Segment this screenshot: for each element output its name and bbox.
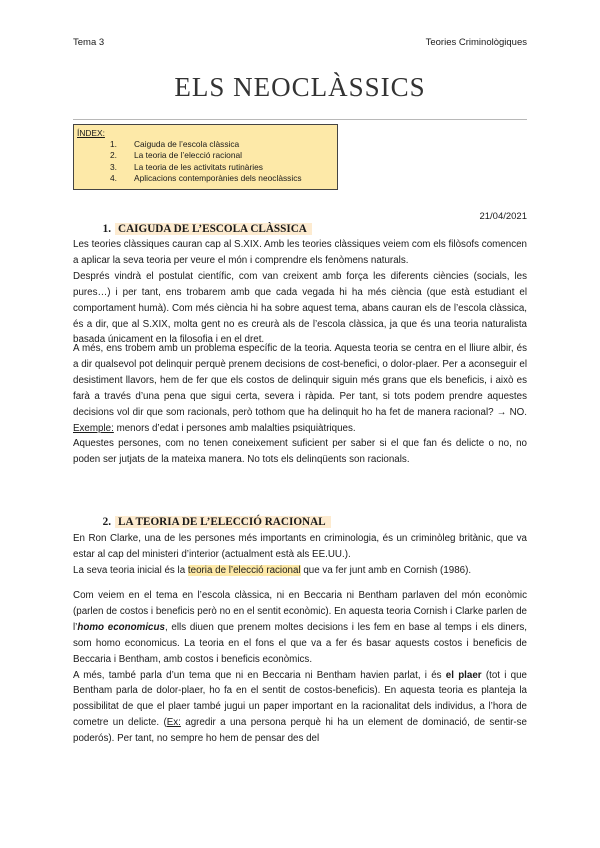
index-item <box>77 139 333 150</box>
section-number: 1. <box>102 223 111 235</box>
header-subject: Teories Criminològiques <box>425 37 527 48</box>
paragraph: Les teories clàssiques cauran cap al S.XIX. Amb les teories clàssiques veiem com els filòsofs comencen a aplicar la seva teoria per veure el món i comprendre els fenòmens naturals. <box>73 239 527 266</box>
text-run: (tot i que Bentham parla de dolor-plaer, ho fa en el sentit de costos-beneficis). En aquesta teoria es planteja la possibilitat de que el plaer també jugui un paper important en la racionalitat dels individus, a l’hora de cometre un delicte. ( <box>73 669 527 729</box>
index-title: ÍNDEX: <box>77 128 105 138</box>
example-label: Ex: <box>166 717 181 729</box>
paragraph <box>73 588 527 668</box>
paragraph: Després vindrà el postulat científic, com van creixent amb força les diferents ciències (socials, les pures…) i per tant, ens trobarem amb que cada vegada hi ha més ciència (que està estudiant el comportament humà). Com més ciència hi ha sobre aquest tema, abans cauran els de l’escola clàssica, és a dir, que al S.XIX, molta gent no es creurà als de l’escola clàssica, ja que és una teoria naturalista basada únicament en la filosofia i en el dret. <box>73 270 527 346</box>
document-date: 21/04/2021 <box>479 211 527 222</box>
header-tema: Tema 3 <box>73 37 105 48</box>
section-title: LA TEORIA DE L’ELECCIÓ RACIONAL <box>115 516 331 528</box>
section-1-body-2 <box>73 341 527 468</box>
section-title: CAIGUDA DE L’ESCOLA CLÀSSICA <box>115 223 312 235</box>
text-run: , ells diuen que prenem moltes decisions i les fem en base al temps i els diners, som homo economicus. La teoria en el fons el que va a fer és basar aquests costos i beneficis de Beccaria i Bentham, amb costos i beneficis econòmics. <box>73 621 527 665</box>
index-item <box>77 150 333 161</box>
section-2-body <box>73 531 527 579</box>
paragraph: En Ron Clarke, una de les persones més importants en criminologia, és un criminòleg britànic, que va estar al cap del ministeri d’interior (actualment està als EE.UU.). <box>73 533 527 560</box>
index-item-number: 2. <box>110 150 117 161</box>
strong-term: el plaer <box>445 669 482 681</box>
index-item <box>77 173 333 184</box>
highlighted-term: teoria de l’elecció racional <box>187 564 301 576</box>
index-item-label: La teoria de les activitats rutinàries <box>134 161 263 172</box>
title-divider <box>73 119 527 120</box>
index-item-label: Aplicacions contemporànies dels neoclàssics <box>134 172 302 183</box>
paragraph <box>73 668 527 748</box>
text-run: A més, ens trobem amb un problema específic de la teoria. Aquesta teoria se centra en el lliure albir, és a dir qualsevol pot delinquir perquè prenem decisions de cost-benefici, o dolor-plaer. Per a aconseguir el desistiment llavors, hem de fer que els costos de delinquir siguin més grans que els beneficis, i això es farà a través d’una pena que sigui certa, severa i ràpida. Per tant, si tots podem prendre aquestes decisions vol dir que som racionals, però tothom que ha delinquit ho ha fet de manera racional? → NO. <box>73 343 527 418</box>
text-run: menors d’edat i persones amb malalties psiquiàtriques. <box>113 422 356 434</box>
section-2-body-2 <box>73 588 527 747</box>
section-1-body <box>73 237 527 348</box>
example-label: Exemple: <box>73 422 114 434</box>
index-item-number: 1. <box>110 139 117 150</box>
index-item-label: La teoria de l’elecció racional <box>134 150 243 161</box>
section-2-heading <box>73 515 331 530</box>
text-run: Com veiem en el tema en l’escola clàssica, ni en Beccaria ni Bentham parlaven del món econòmic (parlen de costos i beneficis però no en el sentit econòmic). En aquesta teoria Cornish i Clarke parlen de l’ <box>73 590 527 633</box>
index-box <box>73 124 338 190</box>
index-item <box>77 162 333 173</box>
page-title: ELS NEOCLÀSSICS <box>174 72 426 102</box>
section-number: 2. <box>102 516 111 528</box>
paragraph <box>73 563 527 579</box>
index-item-label: Caiguda de l’escola clàssica <box>134 139 240 150</box>
index-item-number: 4. <box>110 172 117 183</box>
section-1-heading <box>73 222 312 237</box>
index-item-number: 3. <box>110 161 117 172</box>
paragraph: Aquestes persones, com no tenen coneixement suficient per saber si el que fan és delicte o no, no poden ser jutjats de la mateixa manera. No tots els delinqüents son racionals. <box>73 438 527 466</box>
emphasis-term: homo economicus <box>77 621 165 633</box>
text-run: agredir a una persona perquè hi ha un element de dominació, de sentir-se poderós). Per tant, no sempre ho hem de pensar des del <box>73 717 528 745</box>
text-run: A més, també parla d’un tema que ni en Beccaria ni Bentham havien parlat, i és <box>73 669 446 681</box>
text-run: que va fer junt amb en Cornish (1986). <box>300 564 472 576</box>
text-run: La seva teoria inicial és la <box>73 564 188 576</box>
paragraph <box>73 341 527 436</box>
